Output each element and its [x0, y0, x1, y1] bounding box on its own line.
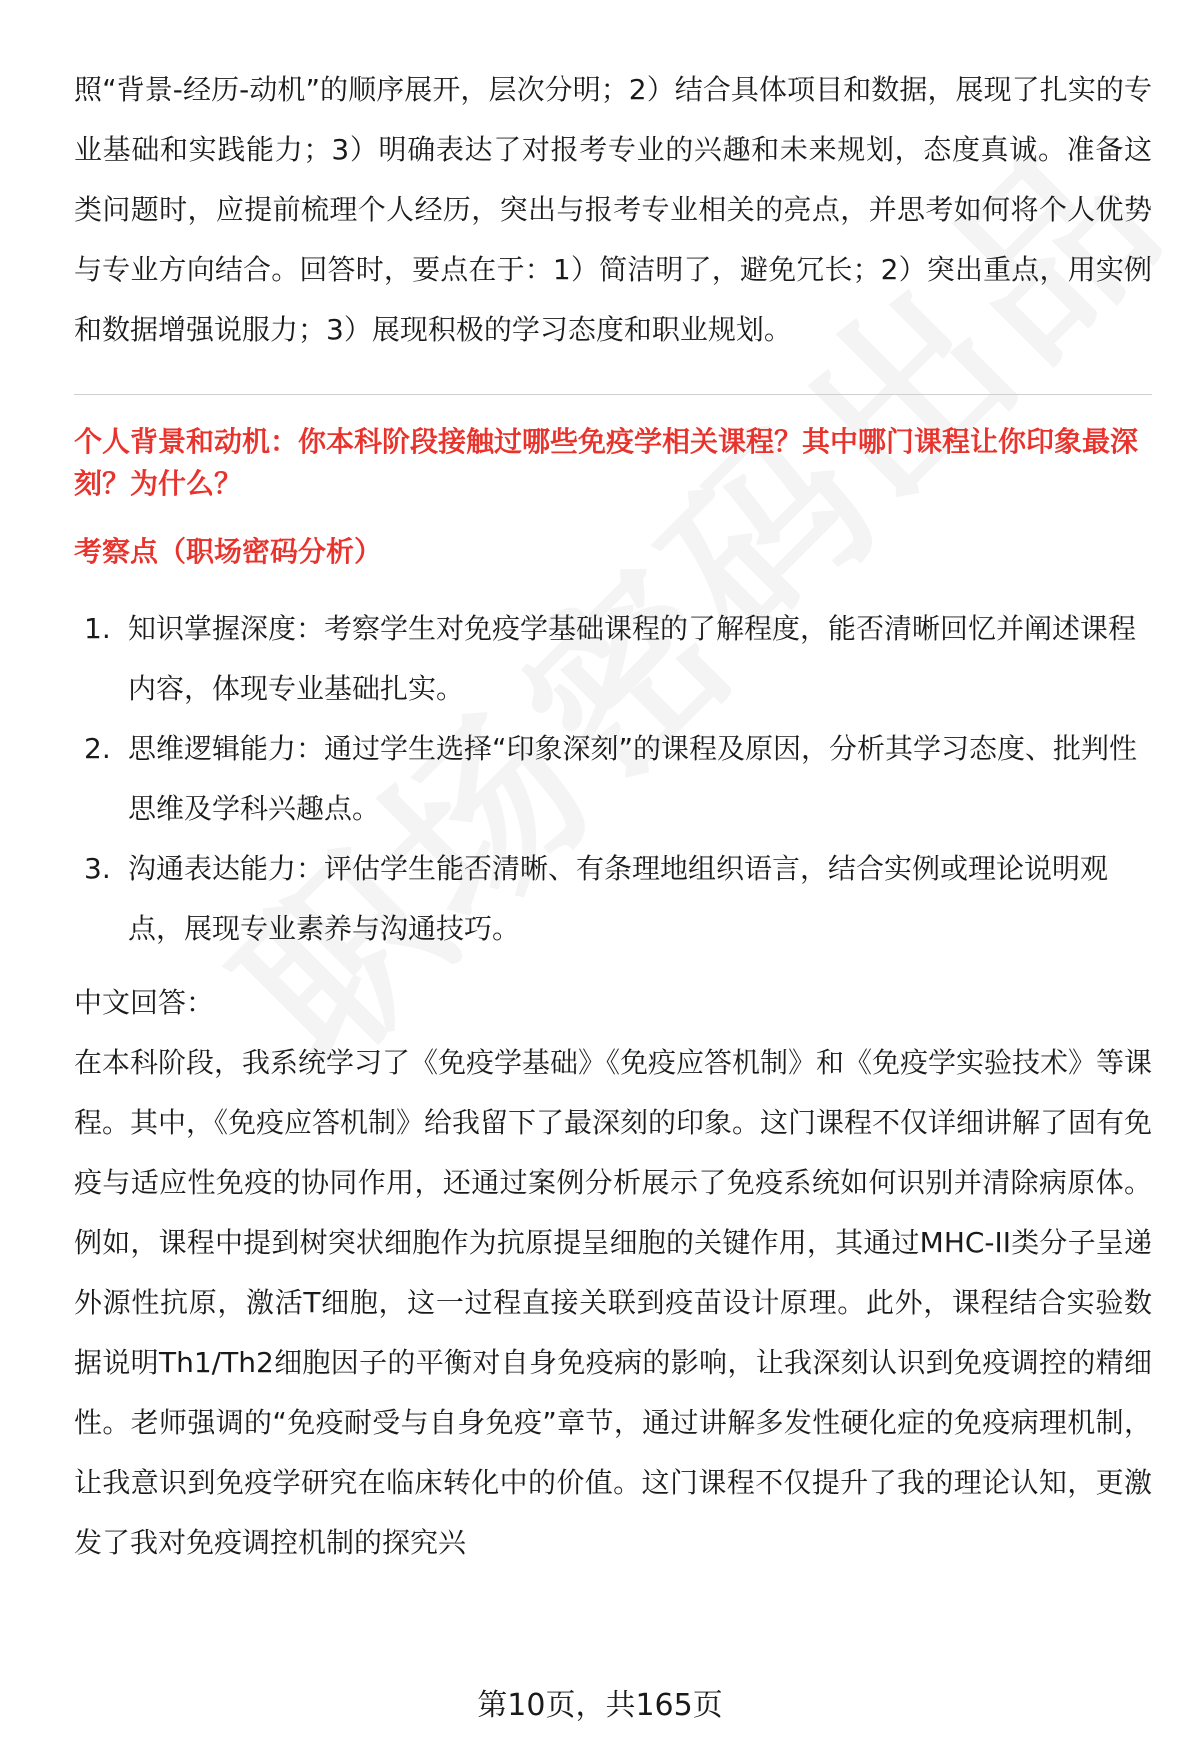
points-list — [74, 599, 1152, 959]
answer-paragraph: 在本科阶段，我系统学习了《免疫学基础》《免疫应答机制》和《免疫学实验技术》等课程。其中，《免疫应答机制》给我留下了最深刻的印象。这门课程不仅详细讲解了固有免疫与适应性免疫的协同作用，还通过案例分析展示了免疫系统如何识别并清除病原体。例如，课程中提到树突状细胞作为抗原提呈细胞的关键作用，其通过MHC-II类分子呈递外源性抗原，激活T细胞，这一过程直接关联到疫苗设计原理。此外，课程结合实验数据说明Th1/Th2细胞因子的平衡对自身免疫病的影响，让我深刻认识到免疫调控的精细性。老师强调的“免疫耐受与自身免疫”章节，通过讲解多发性硬化症的免疫病理机制，让我意识到免疫学研究在临床转化中的价值。这门课程不仅提升了我的理论认知，更激发了我对免疫调控机制的探究兴 — [74, 1046, 1153, 1559]
list-item — [74, 599, 1152, 719]
page-number-footer: 第10页，共165页 — [477, 1688, 723, 1723]
list-text: 知识掌握深度：考察学生对免疫学基础课程的了解程度，能否清晰回忆并阐述课程内容，体现专业基础扎实。 — [128, 612, 1137, 705]
list-number: 2. — [84, 732, 111, 765]
list-text: 思维逻辑能力：通过学生选择“印象深刻”的课程及原因，分析其学习态度、批判性思维及学科兴趣点。 — [128, 732, 1138, 825]
list-number: 1. — [84, 612, 111, 645]
list-item — [74, 839, 1152, 959]
list-number: 3. — [84, 852, 111, 885]
page-content — [74, 60, 1152, 1573]
list-text: 沟通表达能力：评估学生能否清晰、有条理地组织语言，结合实例或理论说明观点，展现专业素养与沟通技巧。 — [128, 852, 1109, 945]
question-heading: 个人背景和动机：你本科阶段接触过哪些免疫学相关课程？其中哪门课程让你印象最深刻？为什么？ — [74, 425, 1139, 500]
list-item — [74, 719, 1152, 839]
section-divider — [74, 394, 1152, 395]
answer-label: 中文回答： — [74, 986, 215, 1019]
analysis-subheading: 考察点（职场密码分析） — [74, 535, 383, 568]
intro-paragraph: 照“背景-经历-动机”的顺序展开，层次分明；2）结合具体项目和数据，展现了扎实的专业基础和实践能力；3）明确表达了对报考专业的兴趣和未来规划，态度真诚。准备这类问题时，应提前梳理个人经历，突出与报考专业相关的亮点，并思考如何将个人优势与专业方向结合。回答时，要点在于：1）简洁明了，避免冗长；2）突出重点，用实例和数据增强说服力；3）展现积极的学习态度和职业规划。 — [74, 73, 1152, 346]
